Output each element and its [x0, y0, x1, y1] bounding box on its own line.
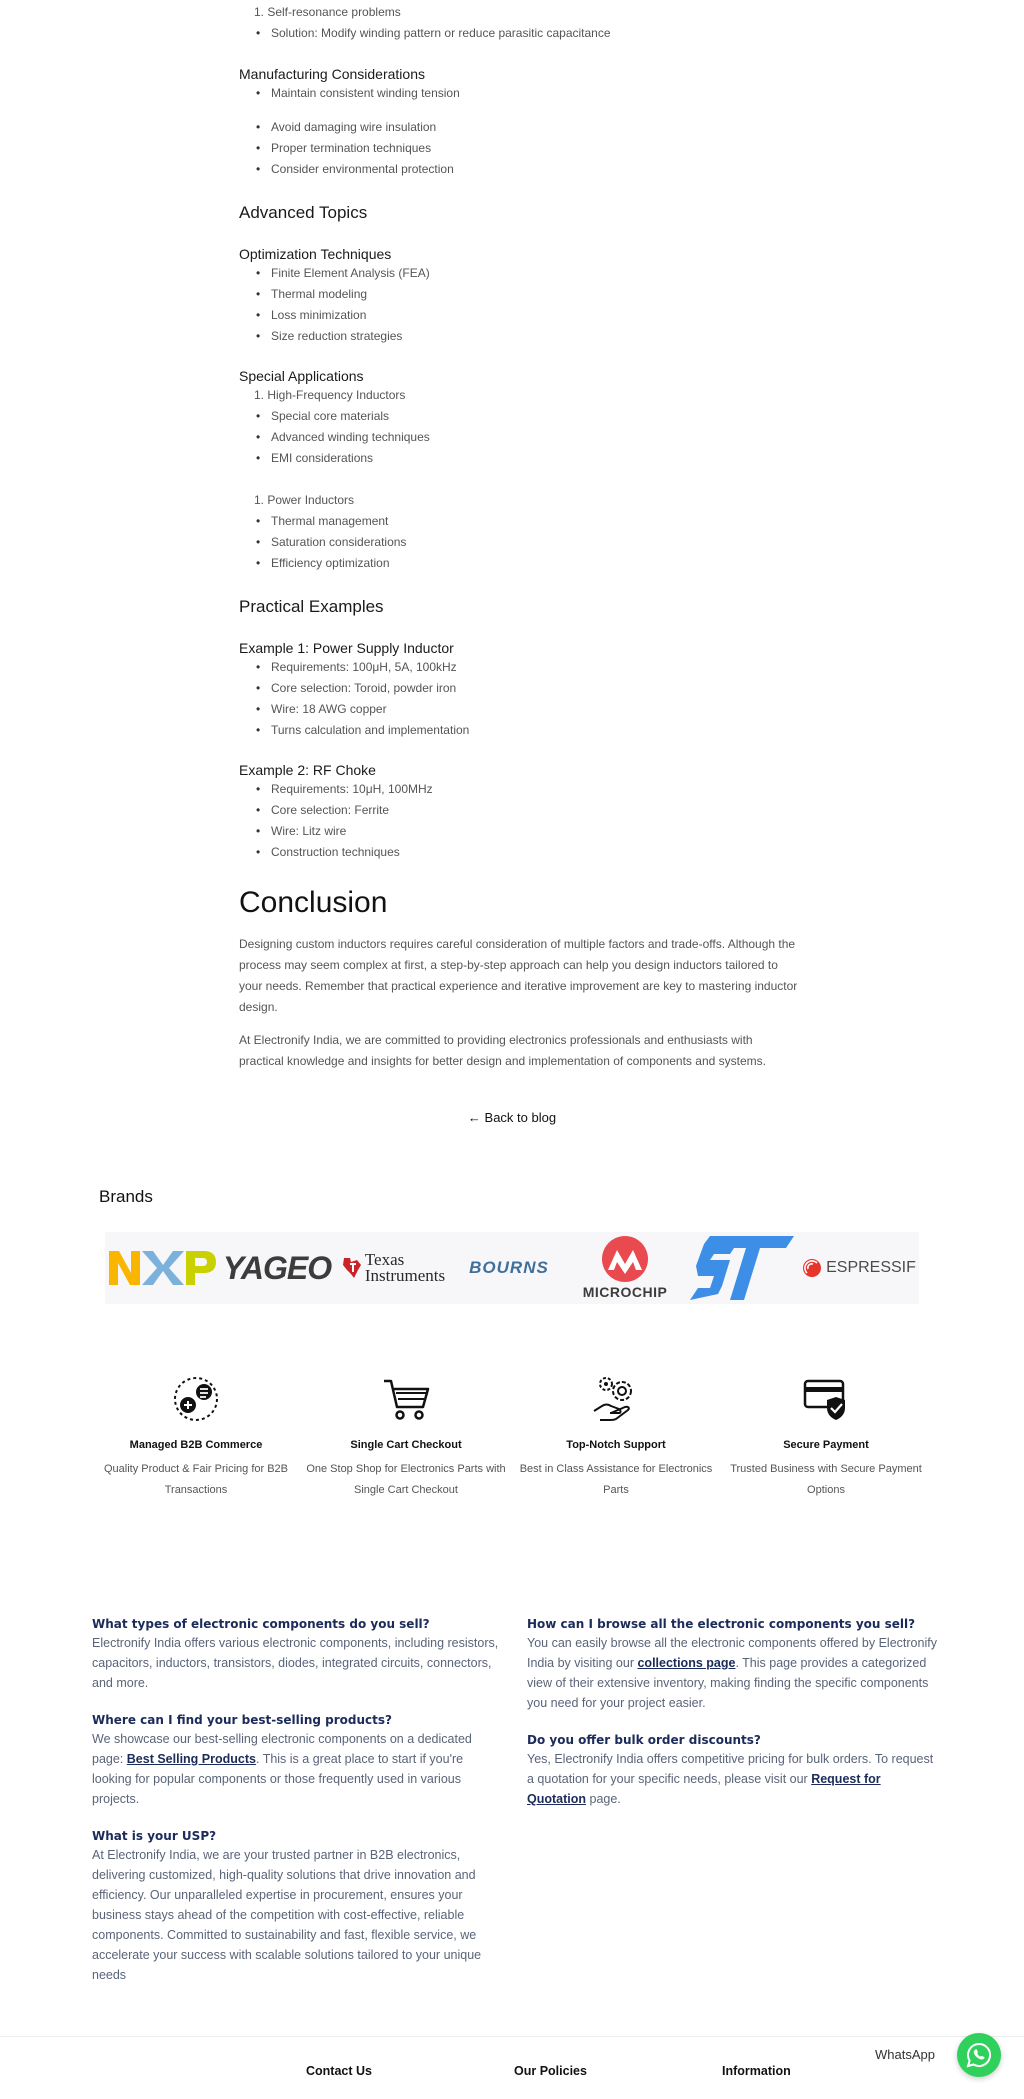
back-to-blog	[0, 1110, 1024, 1125]
faq-answer: Electronify India offers various electronic components, including resistors, capacitors, inductors, transistors, diodes, integrated circuits, connectors, and more.	[92, 1636, 499, 1690]
special-hf-title	[239, 385, 799, 406]
section-heading-manufacturing: Manufacturing Considerations	[239, 66, 425, 82]
solution-list	[239, 23, 799, 44]
list-item: • Special core materials	[239, 406, 799, 427]
brand-logo-yageo[interactable]	[221, 1232, 333, 1304]
brands-title: Brands	[99, 1187, 153, 1206]
footer-heading-contact[interactable]: Contact Us	[306, 2064, 372, 2078]
list-item: • Advanced winding techniques	[239, 427, 799, 448]
bourns-logo: BOURNS	[469, 1258, 549, 1277]
list-item: • Avoid damaging wire insulation	[239, 117, 799, 138]
feature-managed-b2b	[96, 1375, 296, 1501]
list-item: • Thermal management	[239, 511, 799, 532]
list-item: • Finite Element Analysis (FEA)	[239, 263, 799, 284]
section-heading-example1: Example 1: Power Supply Inductor	[239, 640, 454, 656]
list-item: • Requirements: 10μH, 100MHz	[239, 779, 799, 800]
faq-item	[92, 1712, 502, 1809]
special-power-list	[239, 511, 799, 574]
best-selling-products-link[interactable]: Best Selling Products	[126, 1752, 256, 1766]
section-heading-practical: Practical Examples	[239, 597, 384, 616]
manufacturing-list-cont	[239, 117, 799, 180]
faq-question: What types of electronic components do you sell?	[92, 1617, 430, 1631]
list-item: • EMI considerations	[239, 448, 799, 469]
feature-description: Best in Class Assistance for Electronics Parts	[519, 1463, 713, 1496]
feature-description: One Stop Shop for Electronics Parts with Single Cart Checkout	[306, 1463, 506, 1496]
faq-answer-text: Yes, Electronify India offers competitive pricing for bulk orders. To request a quotation for your specific needs, please visit our	[527, 1752, 934, 1786]
texas-instruments-line2: Instruments	[364, 1266, 446, 1285]
feature-secure-payment	[726, 1375, 926, 1501]
faq-answer-text: You can easily browse all the electronic components offered by Electronify India by visiting our	[527, 1636, 937, 1670]
feature-description: Trusted Business with Secure Payment Options	[730, 1463, 922, 1496]
list-item: • Requirements: 100μH, 5A, 100kHz	[239, 657, 799, 678]
gear-hand-icon	[592, 1375, 640, 1423]
list-item: • Efficiency optimization	[239, 553, 799, 574]
feature-title: Secure Payment	[783, 1439, 869, 1451]
list-item: • Maintain consistent winding tension	[239, 83, 799, 104]
list-item: 1. High-Frequency Inductors	[254, 388, 406, 402]
section-heading-conclusion: Conclusion	[239, 886, 388, 919]
b2b-exchange-icon	[172, 1375, 220, 1423]
feature-single-cart	[306, 1375, 506, 1501]
nxp-logo	[109, 1243, 217, 1293]
microchip-logo: MICROCHIP	[582, 1284, 668, 1300]
faq-item	[527, 1616, 937, 1713]
espressif-logo: ESPRESSIF	[826, 1259, 916, 1276]
faq-answer-text: page.	[586, 1792, 621, 1806]
list-item: • Size reduction strategies	[239, 326, 799, 347]
list-item: 1. Self-resonance problems	[254, 5, 401, 19]
section-heading-optimization: Optimization Techniques	[239, 246, 392, 262]
manufacturing-list	[239, 83, 799, 104]
brand-logo-espressif[interactable]	[800, 1232, 918, 1304]
list-item: • Core selection: Toroid, powder iron	[239, 678, 799, 699]
faq-answer-text: . This is a great place to start if you're looking for popular components or those frequently used in various projects.	[92, 1752, 464, 1806]
special-power-title	[239, 490, 799, 511]
faq-question: Where can I find your best-selling products?	[92, 1713, 392, 1727]
list-item: • Turns calculation and implementation	[239, 720, 799, 741]
yageo-logo: YAGEO	[222, 1249, 332, 1286]
conclusion-paragraph: Designing custom inductors requires careful consideration of multiple factors and trade-offs. Although the process may seem complex at first, a step-by-step approach can help you design inductors tailored to your needs. Remember that practical experience and iterative improvement are key to mastering inductor design.	[239, 937, 798, 1014]
list-item: • Consider environmental protection	[239, 159, 799, 180]
list-item: • Wire: Litz wire	[239, 821, 799, 842]
faq-item	[92, 1616, 502, 1693]
list-item: • Thermal modeling	[239, 284, 799, 305]
footer-heading-information[interactable]: Information	[722, 2064, 791, 2078]
feature-support	[516, 1375, 716, 1501]
list-item: • Construction techniques	[239, 842, 799, 863]
list-item: 1. Power Inductors	[254, 493, 355, 507]
list-item: • Solution: Modify winding pattern or reduce parasitic capacitance	[239, 23, 799, 44]
texas-instruments-logo-mark	[341, 1256, 363, 1280]
optimization-list	[239, 263, 799, 347]
brand-logo-bourns[interactable]	[453, 1232, 565, 1304]
list-item: • Core selection: Ferrite	[239, 800, 799, 821]
example2-list	[239, 779, 799, 863]
list-item: • Proper termination techniques	[239, 138, 799, 159]
faq-question: What is your USP?	[92, 1829, 217, 1843]
list-item: • Saturation considerations	[239, 532, 799, 553]
list-item: • Loss minimization	[239, 305, 799, 326]
footer-divider	[0, 2036, 1024, 2037]
whatsapp-label[interactable]: WhatsApp	[875, 2047, 935, 2062]
conclusion-paragraph-company: At Electronify India, we are committed to providing electronics professionals and enthusiasts with practical knowledge and insights for better design and implementation of components and systems.	[239, 1033, 766, 1068]
brand-logo-st[interactable]	[687, 1232, 797, 1304]
special-hf-list	[239, 406, 799, 469]
troubleshooting-list	[239, 2, 799, 23]
feature-title: Top-Notch Support	[566, 1439, 666, 1451]
texas-instruments-line1: Texas	[364, 1250, 405, 1269]
brand-logo-texas-instruments[interactable]	[337, 1232, 449, 1304]
faq-item	[527, 1732, 937, 1809]
microchip-logo-mark	[600, 1236, 650, 1282]
faq-answer-text: . This page provides a categorized view of their extensive inventory, making finding the specific components you need for your project easier.	[527, 1656, 929, 1710]
collections-page-link[interactable]: collections page	[637, 1656, 736, 1670]
brand-carousel	[105, 1232, 919, 1304]
list-item: • Wire: 18 AWG copper	[239, 699, 799, 720]
feature-description: Quality Product & Fair Pricing for B2B Transactions	[103, 1463, 288, 1496]
footer-heading-policies[interactable]: Our Policies	[514, 2064, 587, 2078]
faq-answer: At Electronify India, we are your trusted partner in B2B electronics, delivering customized, high-quality solutions that drive innovation and efficiency. Our unparalleled expertise in procurement, ensures your business stays ahead of the competition with cost-effective, reliable components. Committed to sustainability and fast, flexible service, we accelerate your success with scalable solutions tailored to your unique needs	[92, 1848, 482, 1982]
whatsapp-button[interactable]	[957, 2033, 1001, 2077]
shopping-cart-icon	[382, 1375, 430, 1423]
secure-card-icon	[802, 1375, 850, 1423]
st-logo	[690, 1236, 794, 1300]
back-to-blog-link[interactable]: ← Back to blog	[467, 1110, 557, 1125]
request-for-quotation-link[interactable]: Request for Quotation	[527, 1772, 881, 1806]
feature-title: Managed B2B Commerce	[129, 1439, 263, 1451]
feature-title: Single Cart Checkout	[350, 1439, 462, 1451]
section-heading-special: Special Applications	[239, 368, 364, 384]
brand-logo-nxp[interactable]	[109, 1232, 217, 1304]
section-heading-advanced: Advanced Topics	[239, 203, 368, 222]
example1-list	[239, 657, 799, 741]
faq-question: Do you offer bulk order discounts?	[527, 1733, 761, 1747]
faq-item	[92, 1828, 502, 1985]
espressif-logo-mark	[802, 1258, 822, 1278]
whatsapp-icon	[966, 2042, 992, 2068]
faq-answer	[92, 1729, 502, 1809]
brand-logo-microchip[interactable]	[569, 1232, 681, 1304]
section-heading-example2: Example 2: RF Choke	[239, 762, 376, 778]
faq-answer-text: We showcase our best-selling electronic components on a dedicated page:	[92, 1732, 472, 1766]
faq-question: How can I browse all the electronic components you sell?	[527, 1617, 916, 1631]
faq-answer	[527, 1633, 937, 1713]
faq-answer	[527, 1749, 937, 1809]
